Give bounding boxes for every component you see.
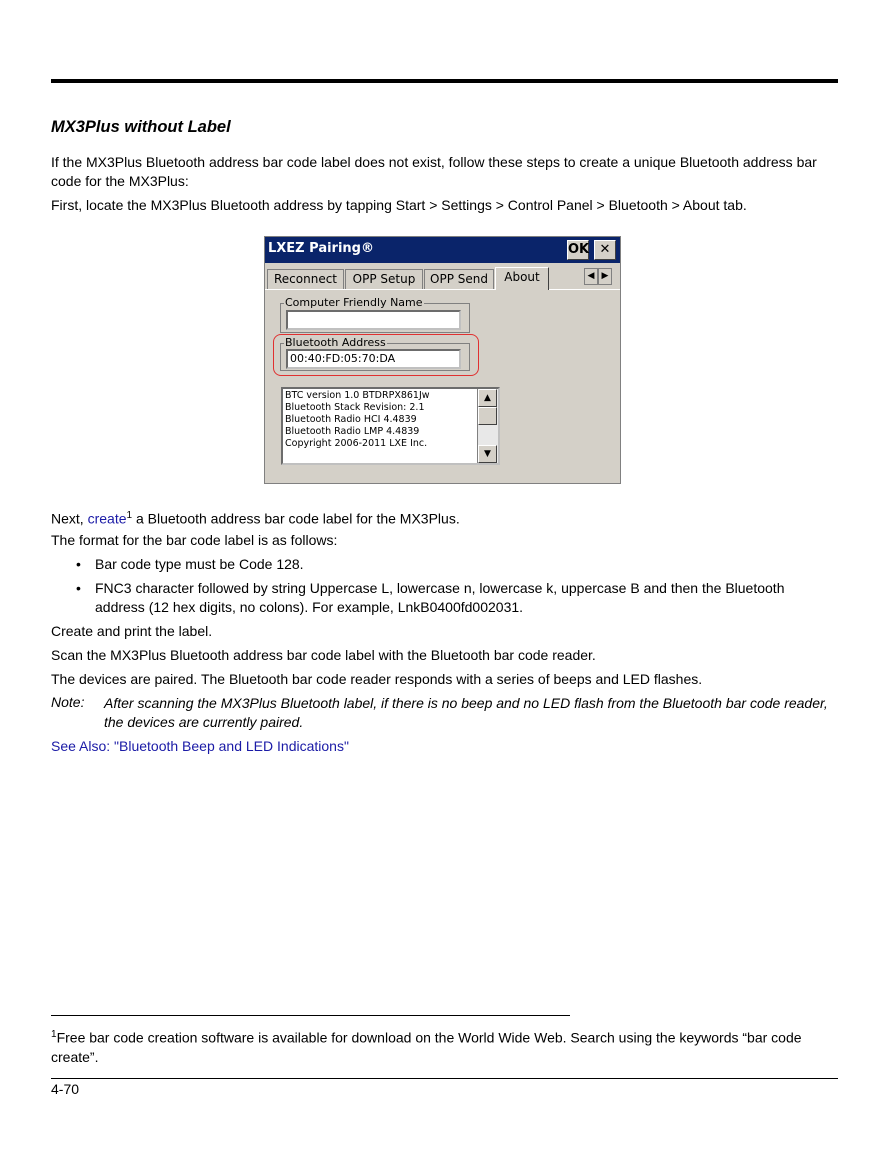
note-text: After scanning the MX3Plus Bluetooth label, if there is no beep and no LED flash from the Bluetooth bar code reader, the devices are currently paired. xyxy=(104,695,828,730)
tab-scroll-right-icon[interactable]: ▶ xyxy=(598,268,612,285)
bt-address-field[interactable]: 00:40:FD:05:70:DA xyxy=(286,349,461,369)
bullet-icon: • xyxy=(76,556,81,572)
info-line: Copyright 2006-2011 LXE Inc. xyxy=(285,438,428,449)
window-title: LXEZ Pairing® xyxy=(268,241,374,256)
close-button[interactable]: ✕ xyxy=(594,240,616,260)
next-prefix: Next, xyxy=(51,510,88,527)
print-step: Create and print the label. xyxy=(51,623,213,639)
info-scrollbar[interactable] xyxy=(477,389,498,463)
tab-reconnect[interactable]: Reconnect xyxy=(267,269,344,289)
see-also-link[interactable]: See Also: "Bluetooth Beep and LED Indications" xyxy=(51,738,349,754)
ok-button[interactable]: OK xyxy=(567,240,589,260)
scan-step: Scan the MX3Plus Bluetooth address bar code label with the Bluetooth bar code reader. xyxy=(51,647,596,663)
intro-paragraph: If the MX3Plus Bluetooth address bar code label does not exist, follow these steps to create a unique Bluetooth address bar code for the MX3Plus: xyxy=(51,154,817,189)
info-line: Bluetooth Radio HCI 4.4839 xyxy=(285,414,417,425)
friendly-name-group xyxy=(280,296,470,333)
bullet-item: Bar code type must be Code 128. xyxy=(95,556,304,572)
paired-step: The devices are paired. The Bluetooth bar code reader responds with a series of beeps and LED flashes. xyxy=(51,671,703,687)
locate-step: First, locate the MX3Plus Bluetooth address by tapping Start > Settings > Control Panel > Bluetooth > About tab. xyxy=(51,197,747,213)
bt-address-group xyxy=(280,336,470,371)
footnote xyxy=(51,1025,841,1067)
info-line: Bluetooth Stack Revision: 2.1 xyxy=(285,402,425,413)
footer-rule xyxy=(51,1078,838,1079)
tab-scroll-left-icon[interactable]: ◀ xyxy=(584,268,598,285)
scroll-thumb[interactable] xyxy=(478,407,497,425)
next-step xyxy=(51,506,841,529)
bullet-item: FNC3 character followed by string Uppercase L, lowercase n, lowercase k, uppercase B and then the Bluetooth address (12 hex digits, no colons). For example, LnkB0400fd002031. xyxy=(95,580,785,615)
scroll-up-icon[interactable]: ▲ xyxy=(478,389,497,407)
friendly-name-field[interactable] xyxy=(286,310,461,330)
friendly-name-label: Computer Friendly Name xyxy=(285,296,423,309)
tab-opp-send[interactable]: OPP Send xyxy=(424,269,494,289)
tab-divider xyxy=(265,289,620,290)
bt-address-label: Bluetooth Address xyxy=(285,336,386,349)
next-suffix: a Bluetooth address bar code label for the MX3Plus. xyxy=(132,510,460,527)
info-listbox[interactable] xyxy=(281,387,500,465)
scroll-down-icon[interactable]: ▼ xyxy=(478,445,497,463)
section-title: MX3Plus without Label xyxy=(51,118,231,136)
info-line: Bluetooth Radio LMP 4.4839 xyxy=(285,426,420,437)
tab-about[interactable]: About xyxy=(495,267,549,290)
create-link[interactable]: create xyxy=(87,510,127,527)
note-label: Note: xyxy=(51,694,85,710)
tab-opp-setup[interactable]: OPP Setup xyxy=(345,269,423,289)
lxez-pairing-screenshot xyxy=(264,236,621,484)
bullet-icon: • xyxy=(76,580,81,596)
tab-row xyxy=(265,267,620,289)
footnote-text: Free bar code creation software is available for download on the World Wide Web. Search using the keywords “bar code create”. xyxy=(51,1029,802,1065)
footnote-marker: 1 xyxy=(51,1029,57,1040)
info-line: BTC version 1.0 BTDRPX861Jw xyxy=(285,390,430,401)
window-titlebar xyxy=(265,237,620,263)
format-intro: The format for the bar code label is as follows: xyxy=(51,532,338,548)
page-number: 4-70 xyxy=(51,1081,80,1097)
footnote-rule xyxy=(51,1015,570,1016)
header-rule xyxy=(51,79,838,83)
footnote-ref[interactable]: 1 xyxy=(126,510,133,521)
